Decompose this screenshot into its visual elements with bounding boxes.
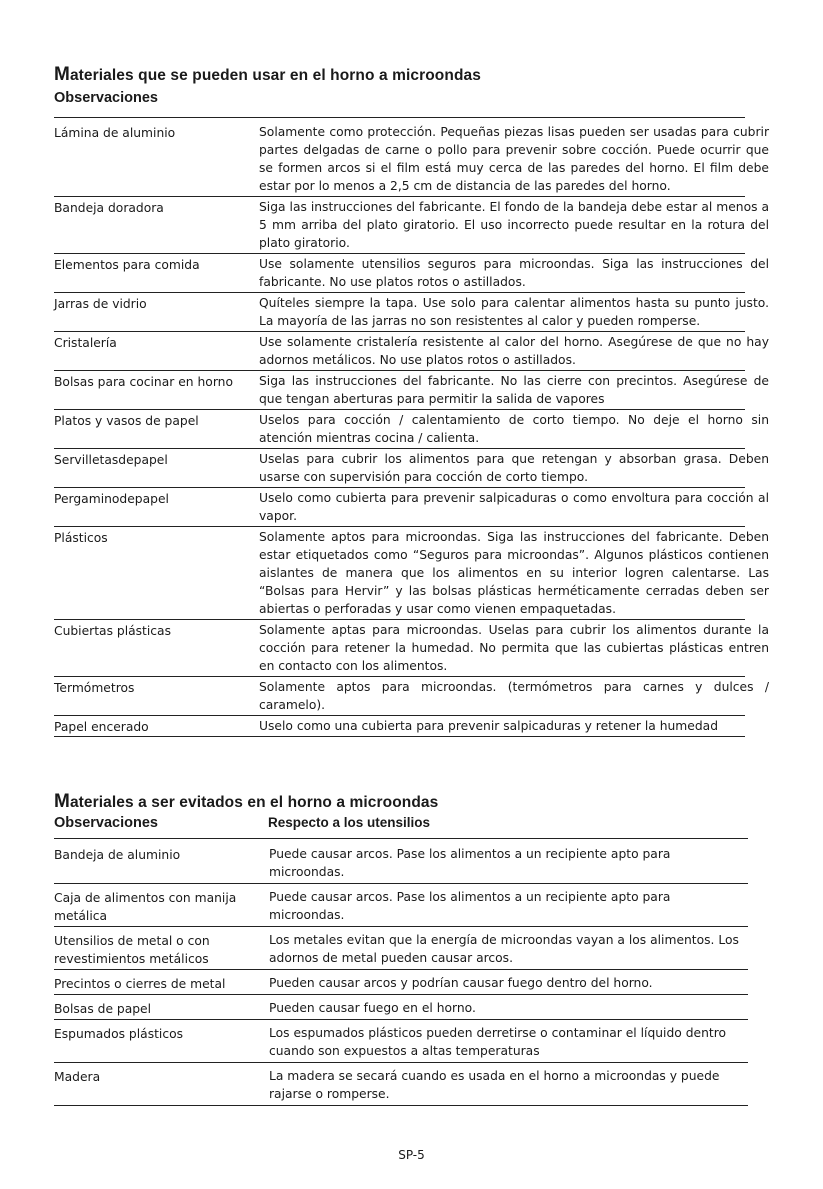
table-row: [54, 716, 745, 737]
row-label: Termómetros: [54, 681, 135, 695]
row-description: Solamente aptos para microondas. Siga las instrucciones del fabricante. Deben estar etiquetados como “Seguros para microondas”. Algunos plásticos contienen aislantes de manera que los alimentos en su interior logren calentarse. Las “Bolsas para Hervir” y las bolsas plásticas herméticamente cerradas deben ser abiertas o perforadas y usar como vienen empaquetadas.: [259, 530, 769, 616]
page-number: SP-5: [398, 1148, 425, 1162]
section1-top-rule: [54, 117, 745, 118]
row-label: Elementos para comida: [54, 258, 200, 272]
row-label: Plásticos: [54, 531, 108, 545]
table-row: [54, 620, 769, 677]
table-row: [54, 527, 769, 620]
row-description: Pueden causar arcos y podrían causar fuego dentro del horno.: [269, 976, 653, 990]
row-description: Use solamente cristalería resistente al calor del horno. Asegúrese de que no hay adornos metálicos. No use platos rotos o astillados.: [259, 335, 769, 367]
row-description: Puede causar arcos. Pase los alimentos a un recipiente apto para microondas.: [269, 890, 671, 922]
table-row: [54, 927, 748, 970]
row-description: Solamente aptos para microondas. (termómetros para carnes y dulces / caramelo).: [259, 680, 769, 712]
row-label: Bolsas para cocinar en horno: [54, 375, 233, 389]
row-description: Use solamente utensilios seguros para microondas. Siga las instrucciones del fabricante. No use platos rotos o astillados.: [259, 257, 769, 289]
table-row: [54, 884, 748, 927]
section2-col2-header: Respecto a los utensilios: [268, 815, 431, 830]
row-description: Los espumados plásticos pueden derretirse o contaminar el líquido dentro cuando son expuestos a altas temperaturas: [269, 1026, 727, 1058]
section2-top-rule: [54, 838, 748, 839]
table-row: [54, 449, 769, 488]
row-label: Cristalería: [54, 336, 117, 350]
table-row: [54, 332, 769, 371]
row-description: Uselos para cocción / calentamiento de corto tiempo. No deje el horno sin atención mientras cocina / calienta.: [259, 413, 769, 445]
section2-table: [54, 841, 748, 1106]
row-label: Madera: [54, 1070, 101, 1084]
row-label: Bandeja de aluminio: [54, 848, 181, 862]
table-row: [54, 410, 769, 449]
row-label: Bandeja doradora: [54, 201, 164, 215]
table-row: [54, 841, 748, 884]
row-label: Servilletasdepapel: [54, 453, 168, 467]
section1-table: [54, 122, 769, 737]
row-description: Uselo como una cubierta para prevenir salpicaduras y retener la humedad: [259, 719, 718, 733]
section2-title: Materiales a ser evitados en el horno a microondas: [54, 791, 439, 812]
row-description: Quíteles siempre la tapa. Use solo para calentar alimentos hasta su punto justo. La mayoría de las jarras no son resistentes al calor y pueden romperse.: [259, 296, 769, 328]
row-description: Uselas para cubrir los alimentos para que retengan y absorban grasa. Deben usarse con supervisión para cocción de corto tiempo.: [259, 452, 769, 484]
row-description: Siga las instrucciones del fabricante. El fondo de la bandeja debe estar al menos a 5 mm arriba del plato giratorio. El uso incorrecto puede resultar en la rotura del plato giratorio.: [259, 200, 769, 250]
section1-title: Materiales que se pueden usar en el horno a microondas: [54, 64, 481, 85]
table-row: [54, 995, 748, 1020]
table-row: [54, 677, 769, 716]
row-label: Bolsas de papel: [54, 1002, 152, 1016]
row-label: Lámina de aluminio: [54, 126, 176, 140]
row-label: Jarras de vidrio: [54, 297, 147, 311]
row-description: Solamente como protección. Pequeñas piezas lisas pueden ser usadas para cubrir partes delgadas de carne o pollo para prevenir sobre cocción. Puede ocurrir que se formen arcos si el film está muy cerca de las paredes del horno. El film debe estar por lo menos a 2,5 cm de distancia de las paredes del horno.: [259, 125, 769, 193]
row-label: Papel encerado: [54, 720, 149, 734]
row-label: Utensilios de metal o con revestimientos metálicos: [54, 934, 210, 966]
row-label: Espumados plásticos: [54, 1027, 184, 1041]
row-label: Precintos o cierres de metal: [54, 977, 226, 991]
row-description: Puede causar arcos. Pase los alimentos a un recipiente apto para microondas.: [269, 847, 671, 879]
table-row: [54, 122, 769, 197]
row-label: Caja de alimentos con manija metálica: [54, 891, 237, 923]
table-row: [54, 488, 769, 527]
section2-col1-header: Observaciones: [54, 815, 158, 831]
row-description: Los metales evitan que la energía de microondas vayan a los alimentos. Los adornos de metal pueden causar arcos.: [269, 933, 739, 965]
section1-subtitle: Observaciones: [54, 90, 158, 106]
table-row: [54, 197, 769, 254]
table-row: [54, 1020, 748, 1063]
row-description: Solamente aptas para microondas. Uselas para cubrir los alimentos durante la cocción para retener la humedad. No permita que las cubiertas plásticas entren en contacto con los alimentos.: [259, 623, 769, 673]
row-label: Pergaminodepapel: [54, 492, 169, 506]
row-description: Uselo como cubierta para prevenir salpicaduras o como envoltura para cocción al vapor.: [259, 491, 769, 523]
table-row: [54, 970, 748, 995]
table-row: [54, 293, 769, 332]
row-description: Siga las instrucciones del fabricante. No las cierre con precintos. Asegúrese de que tengan aberturas para permitir la salida de vapores: [259, 374, 769, 406]
row-label: Platos y vasos de papel: [54, 414, 199, 428]
table-row: [54, 371, 769, 410]
table-row: [54, 254, 769, 293]
row-description: La madera se secará cuando es usada en el horno a microondas y puede rajarse o romperse.: [269, 1069, 720, 1101]
table-row: [54, 1063, 748, 1106]
row-description: Pueden causar fuego en el horno.: [269, 1001, 476, 1015]
row-label: Cubiertas plásticas: [54, 624, 172, 638]
